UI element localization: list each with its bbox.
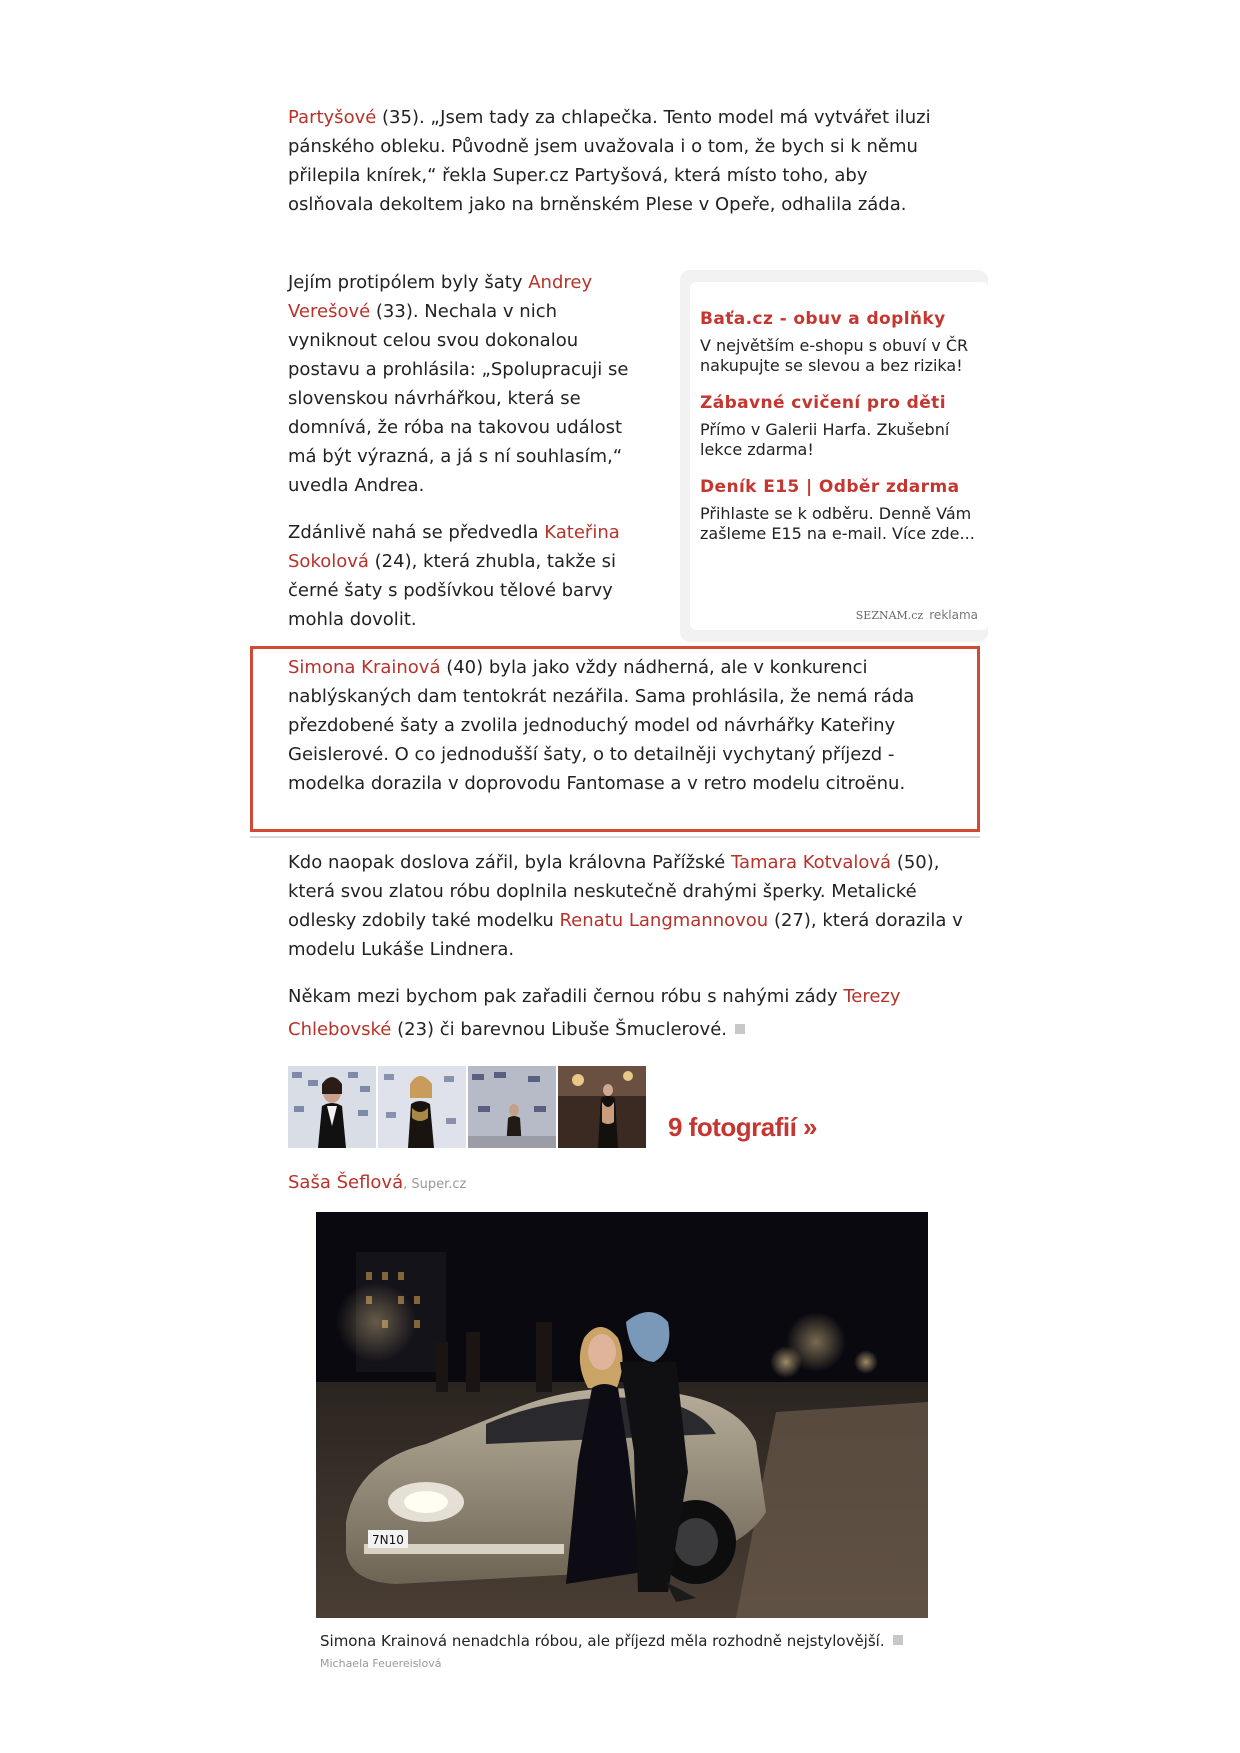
ad-title[interactable]: Baťa.cz - obuv a doplňky [700,309,946,329]
gallery-thumbnail[interactable] [558,1066,646,1148]
ad-text: V největším e-shopu s obuví v ČR nakupujte se slevou a bez rizika! [700,336,969,375]
gallery-thumbnail[interactable] [378,1066,466,1148]
paragraph-text: (50), která svou zlatou róbu doplnila neskutečně drahými šperky. Metalické odlesky zdobily také modelku [288,852,940,931]
ad-item[interactable] [700,306,978,376]
paragraph-text: (33). Nechala v nich vyniknout celou svou dokonalou postavu a prohlásila: „Spolupracuji se slovenskou návrhářkou, která se domnívá, že róba na takovou událost má být výrazná, a já s ní souhlasím,“ uvedla Andrea. [288,301,629,496]
end-mark-icon [735,1024,745,1034]
ad-list [690,282,988,630]
person-link-sokolova[interactable]: Kateřina Sokolová [288,522,620,572]
end-mark-icon [893,1635,903,1645]
article-paragraph-4-highlighted [288,653,968,798]
license-plate: 7N10 [372,1533,404,1547]
gallery-thumbnail[interactable] [468,1066,556,1148]
paragraph-text: (27), která dorazila v modelu Lukáše Lindnera. [288,910,963,960]
gallery-thumbnail[interactable] [288,1066,376,1148]
paragraph-text: Zdánlivě nahá se předvedla [288,522,545,543]
ad-item[interactable] [700,474,978,544]
article-paragraph-5 [288,848,968,964]
more-photos-link[interactable]: 9 fotografií » [668,1112,818,1142]
person-link-partysova[interactable]: Partyšové [288,107,377,128]
divider [250,836,980,838]
person-link-krainova[interactable]: Simona Krainová [288,657,441,678]
photo-caption [320,1632,903,1650]
paragraph-text: Kdo naopak doslova zářil, byla královna Pařížské [288,852,731,873]
ad-label: reklama [929,608,978,622]
person-link-chlebovska[interactable]: Terezy Chlebovské [288,986,901,1040]
paragraph-text: (23) či barevnou Libuše Šmuclerové. [391,1019,727,1040]
ad-box [680,270,988,642]
byline [288,1170,466,1198]
paragraph-text: (35). „Jsem tady za chlapečka. Tento model má vytvářet iluzi pánského obleku. Původně jsem uvažovala i o tom, že bych si k němu přilepila knírek,“ řekla Super.cz Partyšová, která místo toho, aby oslňovala dekoltem jako na brněnském Plese v Opeře, odhalila záda. [288,107,931,215]
person-link-veresova[interactable]: Andrey Verešové [288,272,593,322]
ad-text: Přímo v Galerii Harfa. Zkušební lekce zdarma! [700,420,950,459]
author-link[interactable]: Saša Šeflová [288,1172,404,1193]
gallery-thumbnails [288,1066,648,1148]
paragraph-text: (24), která zhubla, takže si černé šaty s podšívkou tělové barvy mohla dovolit. [288,551,617,630]
person-link-kotvalova[interactable]: Tamara Kotvalová [730,852,892,873]
ad-title[interactable]: Deník E15 | Odběr zdarma [700,477,960,497]
person-link-langmannova[interactable]: Renatu Langmannovou [559,910,769,931]
article-paragraph-2 [288,268,648,500]
byline-source: , Super.cz [403,1177,467,1192]
paragraph-text: Jejím protipólem byly šaty [288,272,529,293]
article-photo[interactable] [316,1212,928,1618]
caption-text: Simona Krainová nenadchla róbou, ale příjezd měla rozhodně nejstylovější. [320,1632,885,1650]
ad-item[interactable] [700,390,978,460]
paragraph-text: (40) byla jako vždy nádherná, ale v konkurenci nablýskaných dam tentokrát nezářila. Sama prohlásila, že nemá ráda přezdobené šaty a zvolila jednoduchý model od návrhářky Kateřiny Geislerové. O co jednodušší šaty, o to detailněji vychytaný příjezd - modelka dorazila v doprovodu Fantomase a v retro modelu citroënu. [288,657,915,794]
article-paragraph-6 [288,980,968,1046]
photo-credit: Michaela Feuereislová [320,1657,442,1670]
article-paragraph-3 [288,518,648,634]
paragraph-text: Někam mezi bychom pak zařadili černou róbu s nahými zády [288,986,844,1007]
ad-title[interactable]: Zábavné cvičení pro děti [700,393,946,413]
ad-text: Přihlaste se k odběru. Denně Vám zašleme E15 na e-mail. Více zde... [700,504,975,543]
seznam-logo[interactable]: SEZNAM.cz [855,609,924,622]
ad-footer [852,608,978,622]
article-paragraph-1 [288,103,948,219]
